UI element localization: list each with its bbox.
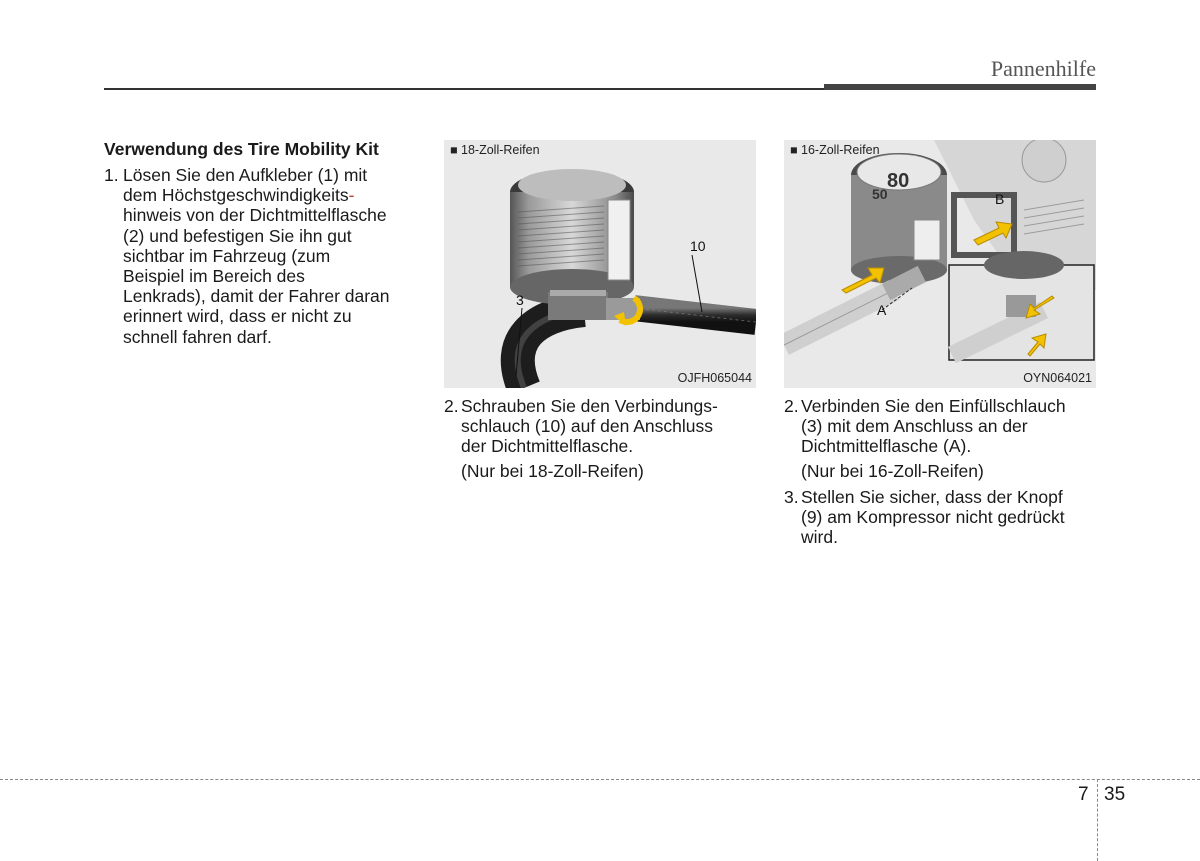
note: (Nur bei 16-Zoll-Reifen) — [801, 460, 984, 481]
step-line: Schrauben Sie den Verbindungs- — [461, 396, 718, 416]
step-number: 2. — [784, 396, 799, 416]
step-line: sichtbar im Fahrzeug (zum — [123, 245, 331, 266]
figure-label: ■ 18-Zoll-Reifen — [450, 143, 540, 157]
step-number: 2. — [444, 396, 459, 416]
chapter-number: 7 — [1078, 784, 1089, 805]
figure-16-inch — [784, 140, 1096, 388]
compressor-illustration — [784, 140, 1096, 388]
footer-rule — [0, 779, 1200, 780]
callout-A: A — [877, 302, 887, 318]
hyphen: - — [348, 185, 355, 206]
step-line: schnell fahren darf. — [123, 326, 272, 347]
step-line: (3) mit dem Anschluss an der — [801, 416, 1028, 437]
figure-code: OJFH065044 — [677, 371, 752, 385]
figure-18-inch — [444, 140, 756, 388]
sealant-bottle-illustration — [444, 140, 756, 388]
steps-16-inch — [784, 396, 1097, 547]
footer-divider — [1097, 779, 1098, 861]
step-line: schlauch (10) auf den Anschluss — [461, 416, 713, 437]
callout-10: 10 — [690, 238, 706, 254]
instruction-heading: Verwendung des Tire Mobility Kit — [104, 139, 379, 159]
section-title: Pannenhilfe — [990, 56, 1096, 81]
header-rule — [104, 88, 824, 90]
step-line: der Dichtmittelflasche. — [461, 436, 634, 457]
step-line: Lösen Sie den Aufkleber (1) mit — [123, 165, 368, 185]
step-1 — [104, 165, 417, 347]
step-number: 3. — [784, 486, 799, 507]
step-line: hinweis von der Dichtmittelflasche — [123, 205, 387, 226]
step-line: wird. — [801, 527, 838, 548]
callout-3: 3 — [516, 292, 524, 308]
step-line: (9) am Kompressor nicht gedrückt — [801, 507, 1065, 528]
step-number: 1. — [104, 165, 119, 185]
step-line: Stellen Sie sicher, dass der Knopf — [801, 486, 1063, 507]
figure-code: OYN064021 — [1023, 371, 1092, 385]
step-2-18-inch — [444, 396, 757, 481]
step-line: Beispiel im Bereich des — [123, 266, 305, 287]
gauge-value-80: 80 — [887, 170, 910, 192]
step-line: (2) und befestigen Sie ihn gut — [123, 225, 352, 246]
step-line: Lenkrads), damit der Fahrer daran — [123, 286, 390, 307]
step-line: dem Höchstgeschwindigkeits- — [123, 185, 355, 206]
header-rule-accent — [824, 84, 1096, 90]
step-line: Verbinden Sie den Einfüllschlauch — [801, 396, 1066, 416]
step-line: Dichtmittelflasche (A). — [801, 436, 972, 457]
page-number: 35 — [1104, 784, 1126, 805]
figure-label: ■ 16-Zoll-Reifen — [790, 143, 880, 157]
gauge-value-50: 50 — [872, 186, 888, 202]
step-line: erinnert wird, dass er nicht zu — [123, 306, 352, 327]
callout-B: B — [995, 191, 1005, 207]
note: (Nur bei 18-Zoll-Reifen) — [461, 460, 644, 481]
